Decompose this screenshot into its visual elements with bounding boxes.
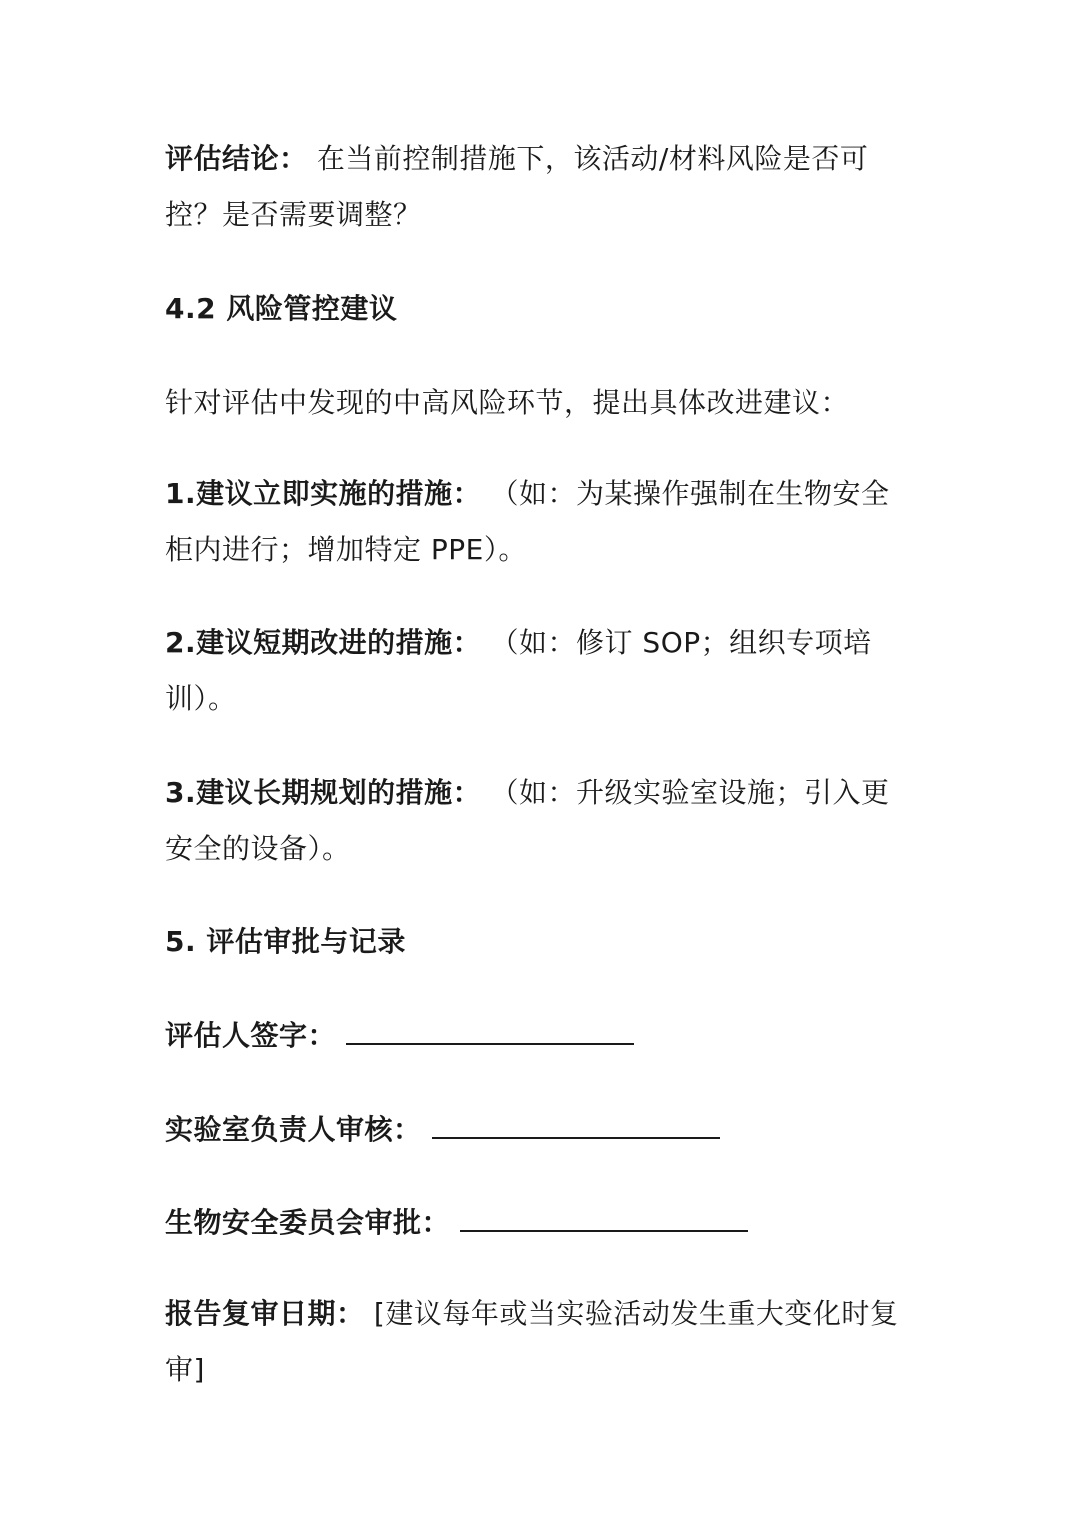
review-date-row <box>165 1286 910 1398</box>
signature-line <box>346 1013 634 1045</box>
conclusion-label: 评估结论： <box>165 142 308 175</box>
signature-row-lab-head <box>165 1102 910 1158</box>
recommendation-text: （如：修订 SOP；组织专项培训）。 <box>165 626 872 715</box>
recommendation-label: 3.建议长期规划的措施： <box>165 776 482 809</box>
recommendation-text: （如：升级实验室设施；引入更安全的设备）。 <box>165 776 890 865</box>
signature-line <box>460 1200 748 1232</box>
recommendation-label: 2.建议短期改进的措施： <box>165 626 482 659</box>
recommendation-label: 1.建议立即实施的措施： <box>165 477 482 510</box>
review-label: 报告复审日期： <box>165 1297 365 1330</box>
signature-label: 评估人签字： <box>165 1019 337 1052</box>
recommendation-item-long-term <box>165 765 910 877</box>
signature-label: 实验室负责人审核： <box>165 1113 422 1146</box>
recommendation-item-immediate <box>165 466 910 578</box>
conclusion-text: 在当前控制措施下，该活动/材料风险是否可控？是否需要调整？ <box>165 142 869 231</box>
signature-row-assessor <box>165 1008 910 1064</box>
section-4-2-heading: 4.2 风险管控建议 <box>165 292 398 325</box>
section-5-heading: 5. 评估审批与记录 <box>165 925 406 958</box>
recommendation-text: （如：为某操作强制在生物安全柜内进行；增加特定 PPE）。 <box>165 477 890 566</box>
section-4-2-intro: 针对评估中发现的中高风险环节，提出具体改进建议： <box>165 386 850 419</box>
recommendation-item-short-term <box>165 615 910 727</box>
signature-label: 生物安全委员会审批： <box>165 1206 451 1239</box>
signature-line <box>432 1107 720 1139</box>
signature-row-committee <box>165 1195 910 1251</box>
review-text: [建议每年或当实验活动发生重大变化时复审] <box>165 1297 899 1386</box>
assessment-conclusion <box>165 131 910 243</box>
